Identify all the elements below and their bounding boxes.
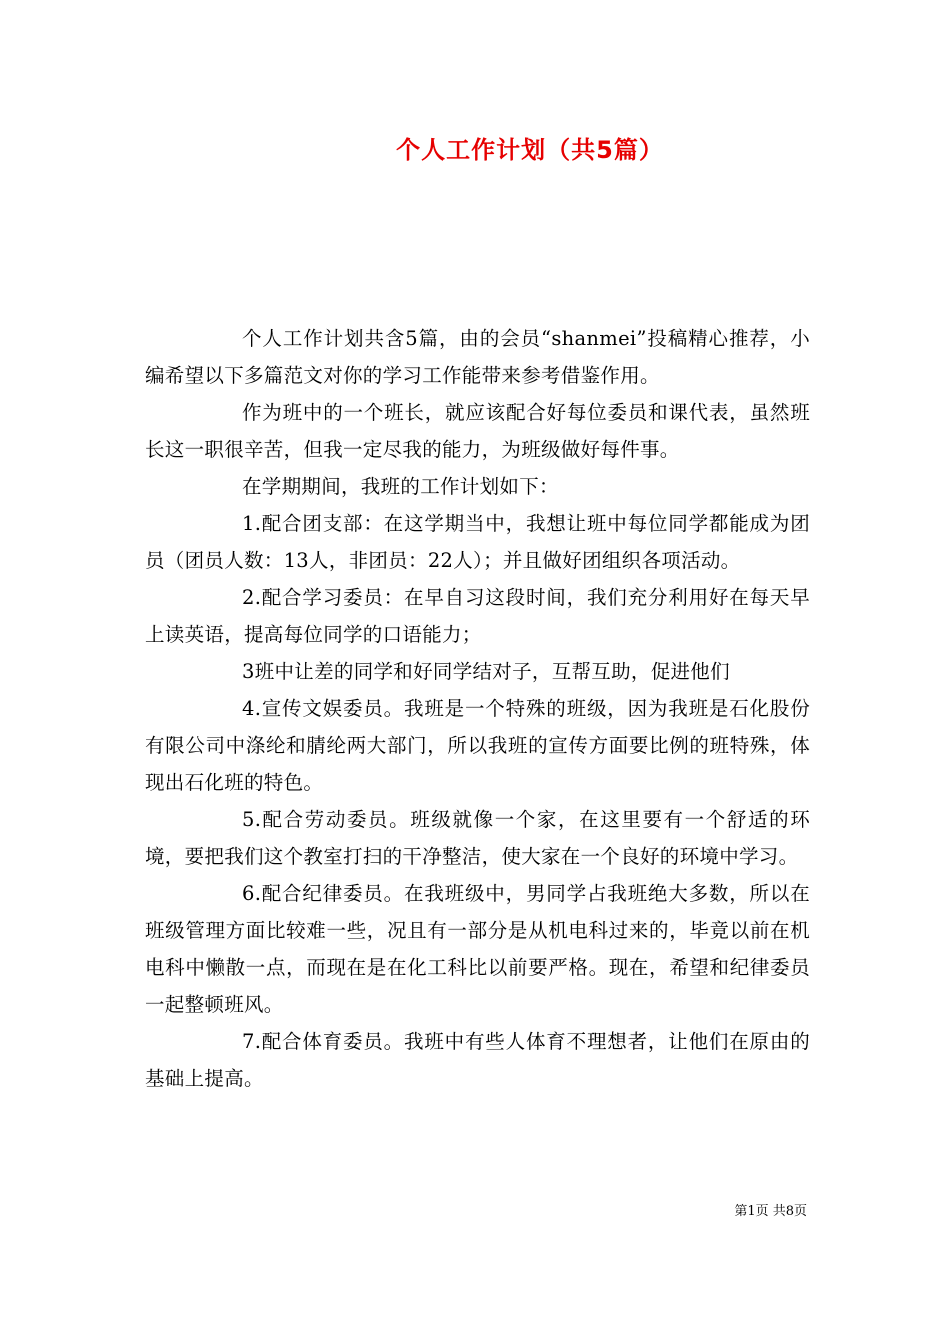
- paragraph-monitor-role: 作为班中的一个班长，就应该配合好每位委员和课代表，虽然班长这一职很辛苦，但我一定尽我的能力，为班级做好每件事。: [145, 401, 810, 461]
- paragraph-item-6: 6.配合纪律委员。在我班级中，男同学占我班绝大多数，所以在班级管理方面比较难一些，况且有一部分是从机电科过来的，毕竟以前在机电科中懒散一点，而现在是在化工科比以前要严格。现在，希望和纪律委员一起整顿班风。: [145, 882, 810, 1016]
- paragraph-item-4: 4.宣传文娱委员。我班是一个特殊的班级，因为我班是石化股份有限公司中涤纶和腈纶两大部门，所以我班的宣传方面要比例的班特殊，体现出石化班的特色。: [145, 697, 810, 794]
- paragraph-item-7: 7.配合体育委员。我班中有些人体育不理想者，让他们在原由的基础上提高。: [145, 1030, 810, 1090]
- paragraph-item-1: 1.配合团支部：在这学期当中，我想让班中每位同学都能成为团员（团员人数：13人，非团员：22人）；并且做好团组织各项活动。: [145, 512, 810, 572]
- paragraph-plan-heading: 在学期期间，我班的工作计划如下：: [242, 475, 559, 498]
- paragraph-intro: 个人工作计划共含5篇，由的会员“shanmei”投稿精心推荐，小编希望以下多篇范文对你的学习工作能带来参考借鉴作用。: [145, 327, 810, 387]
- paragraph-item-2: 2.配合学习委员：在早自习这段时间，我们充分利用好在每天早上读英语，提高每位同学的口语能力；: [145, 586, 810, 646]
- page-number-footer: 第1页 共8页: [734, 1204, 807, 1219]
- paragraph-item-5: 5.配合劳动委员。班级就像一个家，在这里要有一个舒适的环境，要把我们这个教室打扫的干净整洁，使大家在一个良好的环境中学习。: [145, 808, 810, 868]
- document-title: 个人工作计划（共5篇）: [396, 136, 664, 164]
- paragraph-item-3: 3班中让差的同学和好同学结对子，互帮互助，促进他们: [242, 660, 730, 683]
- document-body: [145, 320, 810, 1097]
